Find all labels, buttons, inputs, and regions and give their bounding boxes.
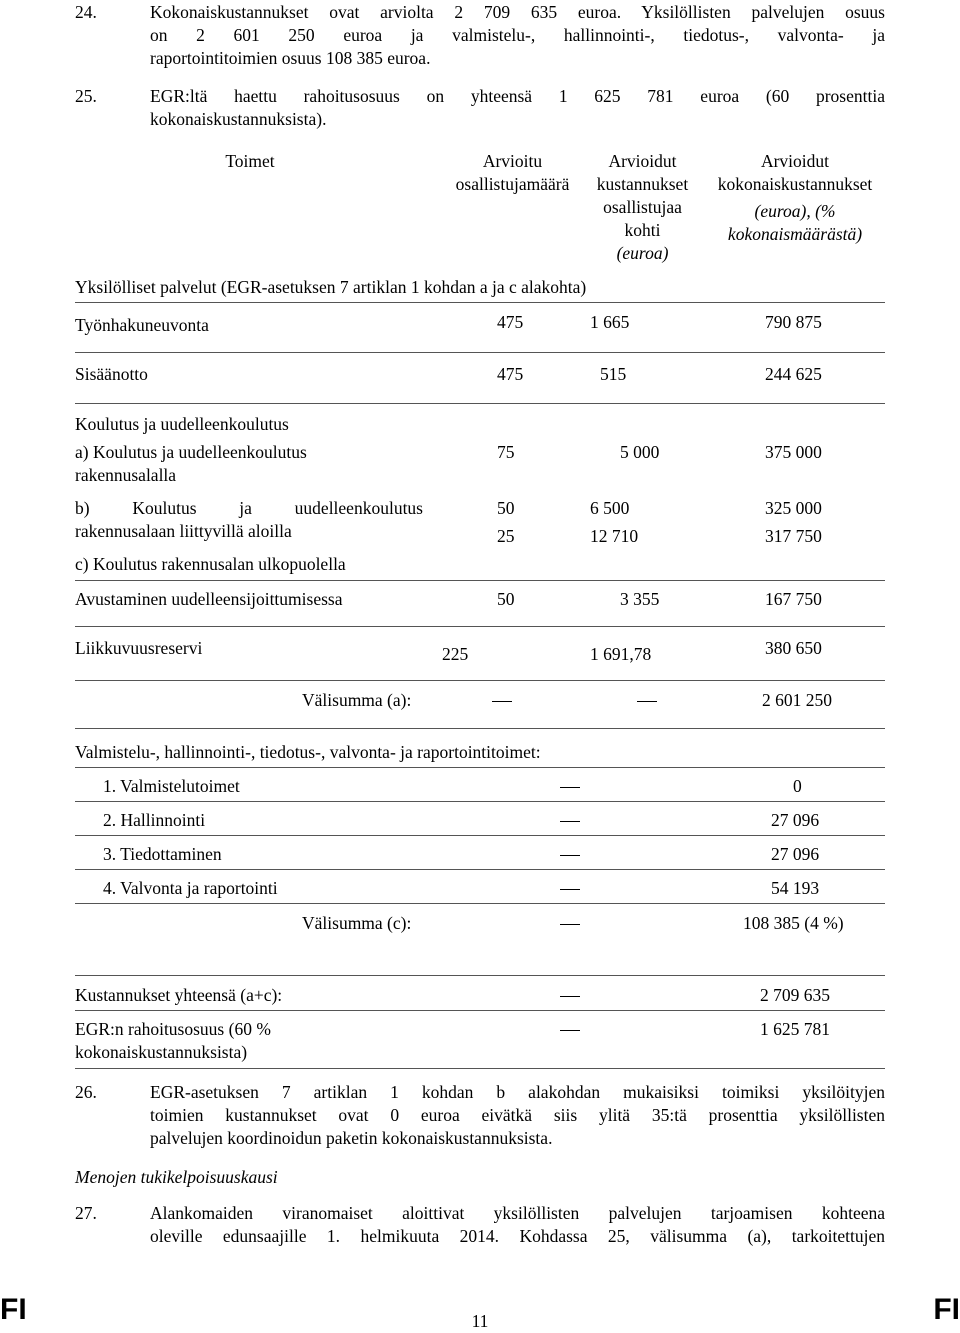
- table-rule: [75, 801, 885, 802]
- row-total: 167 750: [765, 589, 822, 609]
- header-line: kustannukset: [596, 174, 689, 194]
- dash-placeholder: [637, 701, 657, 702]
- sublabel-line: b) Koulutus ja uudelleenkoulutus: [75, 498, 423, 518]
- paragraph-line: Alankomaiden viranomaiset aloittivat yksilöllisten palvelujen tarjoamisen kohteena: [150, 1203, 885, 1223]
- dash-placeholder: [492, 701, 512, 702]
- header-line: kokonaiskustannukset: [717, 174, 873, 194]
- dash-placeholder: [560, 996, 580, 997]
- table-rule: [75, 1010, 885, 1011]
- table-rule: [75, 626, 885, 627]
- paragraph-line: EGR:ltä haettu rahoitusosuus on yhteensä 1 625 781 euroa (60 prosenttia: [150, 86, 885, 106]
- admin-row-value: 0: [793, 776, 802, 796]
- paragraph-line: kokonaiskustannuksista).: [150, 109, 327, 129]
- row-label: Liikkuvuusreservi: [75, 638, 203, 658]
- paragraph-line: oleville edunsaajille 1. helmikuuta 2014. Kohdassa 25, välisumma (a), tarkoitettujen: [150, 1226, 885, 1246]
- admin-row-value: 27 096: [771, 844, 820, 864]
- row-per-participant: 1 691,78: [590, 644, 652, 664]
- table-rule: [75, 975, 885, 976]
- row-per-participant: 5 000: [620, 442, 660, 462]
- row-per-participant: 1 665: [590, 312, 630, 332]
- table-rule: [75, 403, 885, 404]
- admin-row-label: 1. Valmistelutoimet: [103, 776, 240, 796]
- header-line: osallistujaa: [603, 197, 682, 217]
- dash-placeholder: [560, 787, 580, 788]
- row-total: 244 625: [765, 364, 822, 384]
- header-line: Arvioidut: [760, 151, 830, 171]
- row-total: 380 650: [765, 638, 822, 658]
- paragraph-number: 24.: [75, 2, 97, 22]
- table-rule: [75, 580, 885, 581]
- table-rule: [75, 869, 885, 870]
- section-heading: Menojen tukikelpoisuuskausi: [75, 1167, 278, 1187]
- sublabel-line: rakennusalaan liittyvillä aloilla: [75, 521, 292, 541]
- table-rule: [75, 903, 885, 904]
- table-rule: [75, 680, 885, 681]
- row-sublabel-a: rakennusalalla: [75, 465, 177, 485]
- paragraph-line: toimien kustannukset ovat 0 euroa eivätkä siis ylitä 35:tä prosenttia yksilöllisten: [150, 1105, 885, 1125]
- row-participants: 50: [497, 498, 515, 518]
- dash-placeholder: [560, 889, 580, 890]
- row-participants: 50: [497, 589, 515, 609]
- header-total: [700, 150, 890, 246]
- section-admin: Valmistelu-, hallinnointi-, tiedotus-, valvonta- ja raportointitoimet:: [75, 742, 541, 762]
- table-rule: [75, 352, 885, 353]
- subtotal-c-label: Välisumma (c):: [302, 913, 412, 933]
- total-costs-label: Kustannukset yhteensä (a+c):: [75, 985, 283, 1005]
- section-individual-services: Yksilölliset palvelut (EGR-asetuksen 7 artiklan 1 kohdan a ja c alakohta): [75, 277, 587, 297]
- row-label: Sisäänotto: [75, 364, 148, 384]
- paragraph-number: 25.: [75, 86, 97, 106]
- paragraph-line: on 2 601 250 euroa ja valmistelu-, hallinnointi-, tiedotus-, valvonta- ja: [150, 25, 885, 45]
- admin-row-label: 4. Valvonta ja raportointi: [103, 878, 278, 898]
- admin-row-value: 54 193: [771, 878, 820, 898]
- subtotal-c-value: 108 385 (4 %): [743, 913, 844, 933]
- paragraph-line: EGR-asetuksen 7 artiklan 1 kohdan b alakohdan mukaisiksi toimiksi yksilöityjen: [150, 1082, 885, 1102]
- row-sublabel-b: [75, 497, 423, 543]
- paragraph-number: 27.: [75, 1203, 97, 1223]
- row-per-participant: 515: [600, 364, 627, 384]
- subtotal-a-label: Välisumma (a):: [302, 690, 412, 710]
- header-line: Arvioitu: [482, 151, 543, 171]
- header-line: kokonaismäärästä): [727, 224, 863, 244]
- paragraph-line: palvelujen koordinoidun paketin kokonaiskustannuksista.: [150, 1128, 553, 1148]
- row-per-participant: 3 355: [620, 589, 660, 609]
- header-line: Arvioidut: [608, 151, 677, 171]
- row-per-participant: 6 500: [590, 498, 630, 518]
- total-costs-value: 2 709 635: [760, 985, 830, 1005]
- header-toimet: Toimet: [225, 151, 275, 171]
- egf-contribution-label: kokonaiskustannuksista): [75, 1042, 248, 1062]
- admin-row-label: 3. Tiedottaminen: [103, 844, 222, 864]
- header-line: kohti: [624, 220, 661, 240]
- table-rule: [75, 767, 885, 768]
- subtotal-a-value: 2 601 250: [762, 690, 832, 710]
- row-participants: 75: [497, 442, 515, 462]
- paragraph-number: 26.: [75, 1082, 97, 1102]
- row-label: Koulutus ja uudelleenkoulutus: [75, 414, 289, 434]
- row-total: 790 875: [765, 312, 822, 332]
- row-sublabel-c: c) Koulutus rakennusalan ulkopuolella: [75, 554, 346, 574]
- header-participants: [430, 150, 595, 196]
- header-line: (euroa), (%: [754, 201, 836, 221]
- dash-placeholder: [560, 821, 580, 822]
- dash-placeholder: [560, 855, 580, 856]
- row-participants: 225: [442, 644, 469, 664]
- table-rule: [75, 835, 885, 836]
- footer-language-left: FI: [0, 1293, 27, 1326]
- table-rule: [75, 302, 885, 303]
- row-total: 317 750: [765, 526, 822, 546]
- row-total: 375 000: [765, 442, 822, 462]
- row-label: Työnhakuneuvonta: [75, 315, 209, 335]
- row-participants: 475: [497, 364, 524, 384]
- header-per-participant: [580, 150, 705, 265]
- header-line: osallistujamäärä: [455, 174, 570, 194]
- admin-row-label: 2. Hallinnointi: [103, 810, 206, 830]
- row-sublabel-a: a) Koulutus ja uudelleenkoulutus: [75, 442, 307, 462]
- row-total: 325 000: [765, 498, 822, 518]
- table-rule: [75, 1068, 885, 1069]
- paragraph-line: raportointitoimien osuus 108 385 euroa.: [150, 48, 431, 68]
- header-line: (euroa): [616, 243, 669, 263]
- table-rule: [75, 728, 885, 729]
- row-participants: 475: [497, 312, 524, 332]
- footer-language-right: FI: [933, 1293, 960, 1326]
- admin-row-value: 27 096: [771, 810, 820, 830]
- row-label: Avustaminen uudelleensijoittumisessa: [75, 589, 343, 609]
- paragraph-line: Kokonaiskustannukset ovat arviolta 2 709 635 euroa. Yksilöllisten palvelujen osuus: [150, 2, 885, 22]
- dash-placeholder: [560, 924, 580, 925]
- dash-placeholder: [560, 1030, 580, 1031]
- row-participants: 25: [497, 526, 515, 546]
- row-per-participant: 12 710: [590, 526, 639, 546]
- page-number: 11: [471, 1311, 489, 1331]
- egf-contribution-label: EGR:n rahoitusosuus (60 %: [75, 1019, 271, 1039]
- egf-contribution-value: 1 625 781: [760, 1019, 830, 1039]
